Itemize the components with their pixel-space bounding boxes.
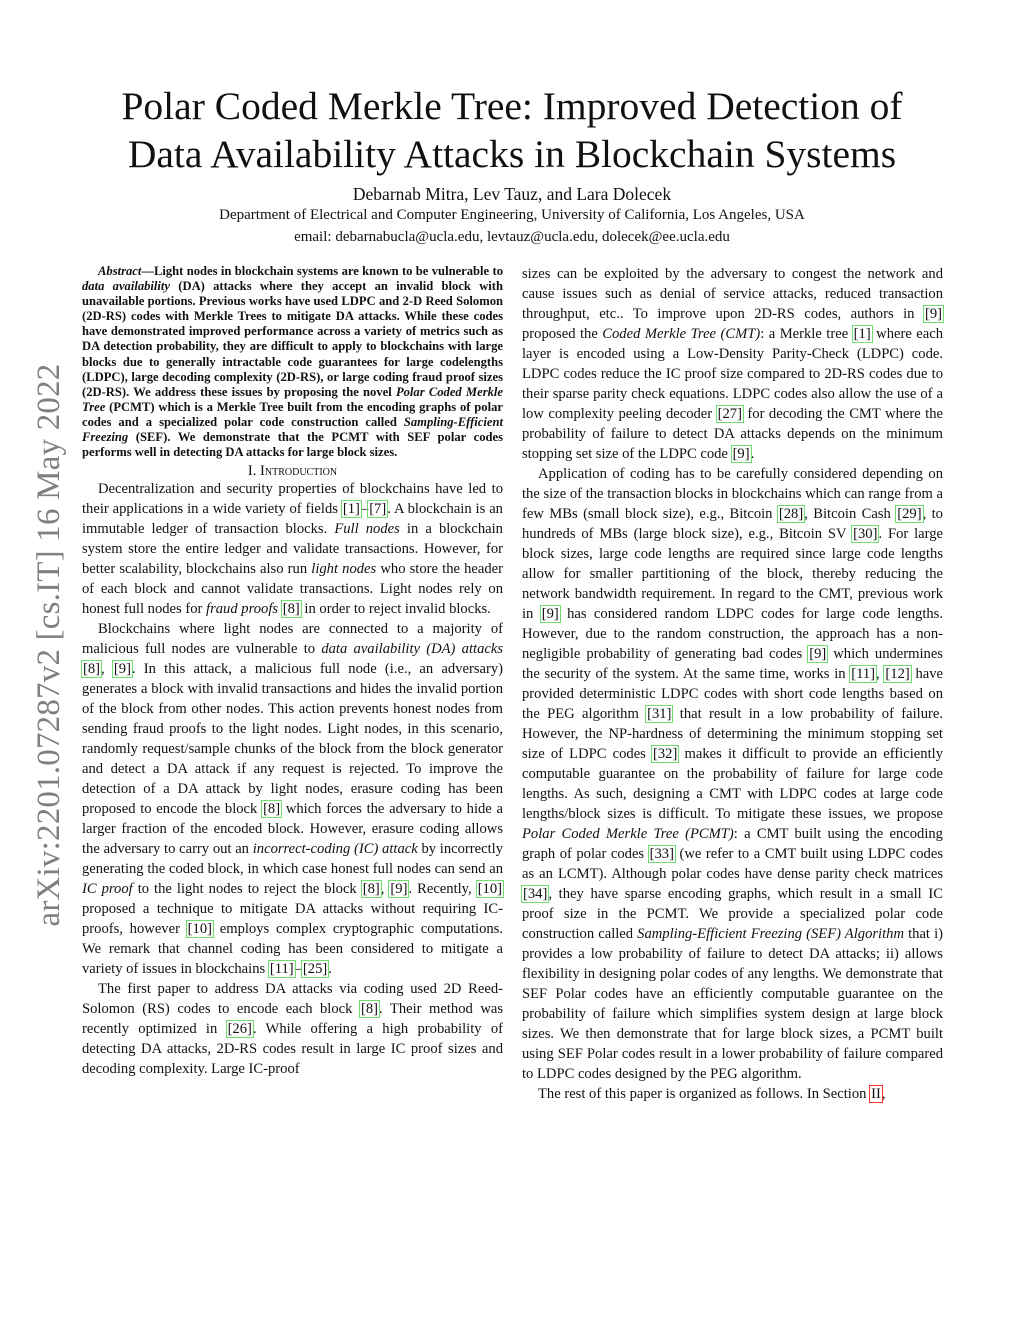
body-text: ,	[876, 666, 885, 682]
abstract-emphasis: Polar Coded Merkle Tree	[82, 384, 503, 414]
citation-link[interactable]: [9]	[809, 646, 827, 662]
body-text: makes it difficult to provide an efficiently computable guarantee on the probability of failure for large code lengths. As such, designing a CMT with LDPC codes at large code lengths/block sizes is difficult. To mitigate these issues, we propose	[522, 746, 943, 822]
body-text: , to hundreds of MBs (large block size), e.g., Bitcoin SV	[522, 506, 943, 542]
body-emphasis: Sampling-Efficient Freezing (SEF) Algorithm	[637, 926, 904, 942]
citation-link[interactable]: [32]	[653, 746, 678, 762]
body-text: –	[360, 501, 369, 518]
body-text: which forces the adversary to hide a larger fraction of the encoded block. However, erasure coding allows the adversary to carry out an	[82, 801, 503, 858]
body-emphasis: light nodes	[311, 561, 377, 578]
citation-link[interactable]: [8]	[362, 881, 380, 898]
abstract-emphasis: data availability	[82, 279, 171, 294]
body-text: who store the header of each block and cannot validate transactions. Light nodes rely on honest full nodes for	[82, 561, 503, 618]
abstract-text: (SEF). We demonstrate that the PCMT with SEF polar codes performs well in detecting DA attacks for large block sizes.	[82, 430, 503, 460]
abstract-text: (PCMT) which is a Merkle Tree built from the encoding graphs of polar codes and a specialized polar code construction called	[82, 399, 503, 429]
citation-link[interactable]: [9]	[541, 606, 559, 622]
abstract-emphasis: Sampling-Efficient Freezing	[82, 414, 503, 445]
citation-link[interactable]: [8]	[263, 801, 281, 818]
citation-link[interactable]: [9]	[732, 446, 750, 462]
body-text: . Their method was recently optimized in	[82, 1001, 504, 1038]
body-emphasis: data availability (DA) attacks	[321, 641, 504, 658]
citation-link[interactable]: [8]	[360, 1001, 378, 1018]
body-text: . A blockchain is an immutable ledger of transaction blocks.	[82, 501, 503, 538]
citation-link[interactable]: [31]	[647, 706, 672, 722]
intro-paragraph-5	[522, 1084, 943, 1104]
intro-paragraph-3-continued	[522, 264, 943, 464]
intro-paragraph-2	[82, 619, 503, 979]
body-text: . While offering a high probability of detecting DA attacks, 2D-RS codes result in large IC proof sizes and decoding complexity. Large IC-proof	[82, 1021, 503, 1078]
arxiv-identifier: arXiv:2201.07287v2 [cs.IT] 16 May 2022	[31, 363, 67, 927]
author-emails: email: debarnabucla@ucla.edu, levtauz@ucla.edu, dolecek@ee.ucla.edu	[294, 229, 730, 245]
left-column	[82, 264, 503, 1079]
body-emphasis: incorrect-coding (IC) attack	[252, 841, 418, 858]
body-text: .	[328, 961, 332, 978]
citation-link[interactable]: [8]	[83, 661, 101, 678]
body-text: (we refer to a CMT built using LDPC codes as an LCMT). Although polar codes have dense parity check matrices	[522, 846, 943, 882]
paper-title	[80, 82, 944, 178]
body-text: The rest of this paper is organized as follows. In Section	[538, 1086, 871, 1102]
authors: Debarnab Mitra, Lev Tauz, and Lara Dolecek	[352, 184, 672, 204]
body-text: which undermines the security of the system. At the same time, works in	[522, 646, 943, 682]
body-text: , they have sparse encoding graphs, which result in a small IC proof size in the PCMT. We provide a specialized polar code construction called	[522, 886, 943, 942]
body-text: Decentralization and security properties of blockchains have led to their applications in a wide variety of fields	[82, 481, 503, 518]
body-text: where each layer is encoded using a Low-Density Parity-Check (LDPC) code. LDPC codes reduce the IC proof size compared to 2D-RS codes due to their sparse parity check equations. LDPC codes also allow the use of a low complexity peeling decoder	[522, 326, 944, 422]
body-text: to the light nodes to reject the block	[132, 881, 362, 898]
abstract-label: Abstract	[98, 264, 142, 278]
citation-link[interactable]: [9]	[390, 881, 408, 898]
citation-link[interactable]: [25]	[302, 961, 328, 978]
citation-link[interactable]: [28]	[778, 506, 804, 522]
body-text: Blockchains where light nodes are connected to a majority of malicious full nodes are vulnerable to	[82, 621, 503, 658]
body-text: that i) provides a low probability of failure to detect DA attacks; ii) allows flexibility in designing polar codes of any lengths. We demonstrate that SEF Polar codes have an efficiently computable guarantee on the probability of failure which simplifies system design at large block sizes. We then demonstrate that for large block sizes, a PCMT built using SEF Polar codes result in a lower probability of failure compared to LDPC codes designed by the PEG algorithm.	[522, 926, 943, 1082]
body-text: ,	[101, 661, 113, 678]
citation-link[interactable]: [10]	[187, 921, 212, 938]
abstract-dash: —	[141, 264, 154, 278]
affiliation: Department of Electrical and Computer Engineering, University of California, Los Angeles, USA	[219, 207, 805, 223]
citation-link[interactable]: [10]	[477, 881, 503, 898]
citation-link[interactable]: [12]	[885, 666, 910, 682]
right-column	[522, 264, 943, 1104]
body-text: proposed the	[522, 326, 603, 342]
citation-link[interactable]: [1]	[853, 326, 871, 342]
abstract-text: Light nodes in blockchain systems are known to be vulnerable to	[153, 264, 503, 278]
body-text: in order to reject invalid blocks.	[300, 601, 491, 618]
citation-link[interactable]: [9]	[113, 661, 131, 678]
body-text: : a Merkle tree	[760, 326, 853, 342]
body-text: in a blockchain system store the entire ledger and validate transactions. However, for better scalability, blockchains also run	[82, 521, 503, 578]
body-emphasis: Coded Merkle Tree (CMT)	[602, 326, 761, 342]
body-text: for decoding the CMT where the probability of failure to detect DA attacks depends on the minimum stopping set size of the LDPC code	[522, 406, 943, 462]
citation-link[interactable]: [7]	[369, 501, 387, 518]
citation-link[interactable]: [1]	[342, 501, 360, 518]
abstract-text: (DA) attacks where they accept an invalid block with unavailable portions. Previous works have used LDPC and 2-D Reed Solomon (2D-RS) codes with Merkle Trees to mitigate DA attacks. While these codes have demonstrated improved performance across a variety of metrics such as DA detection probability, they are difficult to apply to blockchains with large blocks due to generally intractable code guarantees for large codelengths (LDPC), large decoding complexity (2D-RS), or large coding fraud proof sizes (2D-RS). We address these issues by proposing the novel	[82, 279, 503, 399]
body-emphasis: Full nodes	[334, 521, 400, 538]
body-text: .	[750, 446, 755, 462]
body-text: that result in a low probability of failure. However, the NP-hardness of determining the minimum stopping set size of LDPC codes	[522, 706, 944, 762]
title-line-2: Data Availability Attacks in Blockchain Systems	[127, 132, 897, 176]
body-emphasis: fraud proofs	[206, 601, 279, 618]
body-text: employs complex cryptographic computations. We remark that channel coding has been considered to mitigate a variety of issues in blockchains	[82, 921, 503, 978]
body-text: –	[294, 961, 302, 978]
body-emphasis: IC proof	[82, 881, 133, 898]
body-text: . In this attack, a malicious full node (i.e., an adversary) generates a block with invalid transactions and hides the invalid portion of the block from other nodes. This action prevents honest nodes from sending fraud proofs to the light nodes. Light nodes, in this scenario, randomly request/sample chunks of the block from the block generator and detect a DA attack if any request is rejected. To improve the detection of a DA attack by light nodes, erasure coding has been proposed to encode the block	[82, 661, 504, 818]
body-emphasis: Polar Coded Merkle Tree (PCMT)	[522, 826, 734, 842]
citation-link[interactable]: [8]	[282, 601, 300, 618]
citation-link[interactable]: [9]	[924, 306, 942, 322]
citation-link[interactable]: [11]	[269, 961, 294, 978]
body-text: , Bitcoin Cash	[804, 506, 897, 522]
body-text: ,	[380, 881, 390, 898]
body-text: have provided deterministic LDPC codes with short code lengths based on the PEG algorithm	[522, 666, 944, 722]
intro-paragraph-4	[522, 464, 943, 1084]
citation-link[interactable]: [27]	[717, 406, 742, 422]
section-link[interactable]: II	[871, 1086, 881, 1102]
intro-paragraph-3-start	[82, 979, 503, 1079]
citation-link[interactable]: [11]	[851, 666, 876, 682]
body-text: has considered random LDPC codes for large code lengths. However, due to the random construction, the approach has a non-negligible probability of generating bad codes	[522, 606, 944, 662]
citation-link[interactable]: [26]	[227, 1021, 252, 1038]
abstract	[82, 264, 503, 460]
body-text: Application of coding has to be carefully considered depending on the size of the transaction blocks in blockchains which can range from a few MBs (small block size), e.g., Bitcoin	[522, 466, 943, 522]
citation-link[interactable]: [30]	[853, 526, 878, 542]
section-heading-introduction: I. Introduction	[247, 463, 338, 480]
body-text: proposed a technique to mitigate DA attacks without requiring IC-proofs, however	[82, 901, 503, 938]
body-text: . Recently,	[408, 881, 477, 898]
body-text: : a CMT built using the encoding graph of polar codes	[522, 826, 943, 862]
body-text: by incorrectly generating the coded block, in which case honest full nodes can send an	[82, 841, 503, 878]
body-text: ,	[881, 1086, 886, 1102]
citation-link[interactable]: [34]	[523, 886, 548, 902]
body-text: sizes can be exploited by the adversary to congest the network and cause issues such as denial of service attacks, reduced transaction throughput, etc.. To improve upon 2D-RS codes, authors in	[522, 266, 943, 322]
body-text: . For large block sizes, large code lengths are required since large code lengths allow for smaller partitioning of the block, thereby reducing the network bandwidth requirement. In regard to the CMT, previous work in	[522, 526, 943, 622]
citation-link[interactable]: [33]	[649, 846, 674, 862]
body-text: The first paper to address DA attacks via coding used 2D Reed-Solomon (RS) codes to encode each block	[82, 981, 503, 1018]
title-line-1: Polar Coded Merkle Tree: Improved Detection of	[121, 84, 903, 128]
intro-paragraph-1	[82, 479, 503, 619]
citation-link[interactable]: [29]	[897, 506, 922, 522]
